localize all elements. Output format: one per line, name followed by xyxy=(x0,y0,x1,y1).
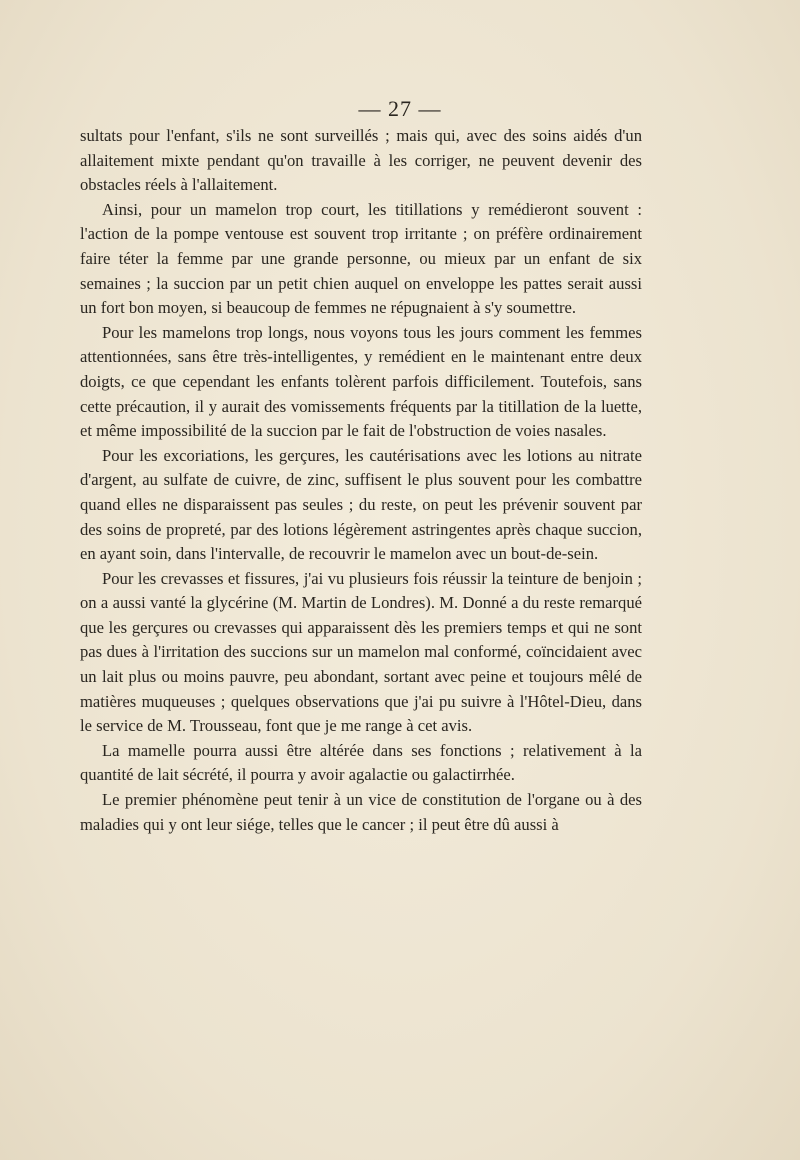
paragraph-7: Le premier phénomène peut tenir à un vice de constitution de l'organe ou à des maladies qui y ont leur siége, telles que le cancer ; il peut être dû aussi à xyxy=(80,790,642,834)
body-text xyxy=(80,124,642,837)
paragraph-2: Ainsi, pour un mamelon trop court, les titillations y remédieront souvent : l'action de la pompe ventouse est souvent trop irritante ; on préfère ordinairement faire téter la femme par une grande personne, ou mieux par un enfant de six semaines ; la succion par un petit chien auquel on enveloppe les pattes serait aussi un fort bon moyen, si beaucoup de femmes ne répugnaient à s'y soumettre. xyxy=(80,199,642,318)
paragraph-6: La mamelle pourra aussi être altérée dans ses fonctions ; relativement à la quantité de lait sécrété, il pourra y avoir agalactie ou galactirrhée. xyxy=(80,740,642,785)
page-number: — 27 — xyxy=(358,96,442,121)
paragraph-1: sultats pour l'enfant, s'ils ne sont surveillés ; mais qui, avec des soins aidés d'un allaitement mixte pendant qu'on travaille à les corriger, ne peuvent devenir des obstacles réels à l'allaitement. xyxy=(80,126,642,195)
paragraph-3: Pour les mamelons trop longs, nous voyons tous les jours comment les femmes attentionnées, sans être très-intelligentes, y remédient en le maintenant entre deux doigts, ce que cependant les enfants tolèrent parfois difficilement. Toutefois, sans cette précaution, il y aurait des vomissements fréquents par la titillation de la luette, et même impossibilité de la succion par le fait de l'obstruction de voies nasales. xyxy=(80,322,642,441)
paragraph-5: Pour les crevasses et fissures, j'ai vu plusieurs fois réussir la teinture de benjoin ; on a aussi vanté la glycérine (M. Martin de Londres). M. Donné a du reste remarqué que les gerçures ou crevasses qui apparaissent dès les premiers temps et qui ne sont pas dues à l'irritation des succions sur un mamelon mal conformé, coïncidaient avec un lait plus ou moins pauvre, peu abondant, sortant avec peine et toujours mêlé de matières muqueuses ; quelques observations que j'ai pu suivre à l'Hôtel-Dieu, dans le service de M. Trousseau, font que je me range à cet avis. xyxy=(80,568,642,736)
paragraph-4: Pour les excoriations, les gerçures, les cautérisations avec les lotions au nitrate d'argent, au sulfate de cuivre, de zinc, suffisent le plus souvent pour les combattre quand elles ne disparaissent pas seules ; du reste, on peut les prévenir souvent par des soins de propreté, par des lotions légèrement astringentes après chaque succion, en ayant soin, dans l'intervalle, de recouvrir le mamelon avec un bout-de-sein. xyxy=(80,445,642,564)
